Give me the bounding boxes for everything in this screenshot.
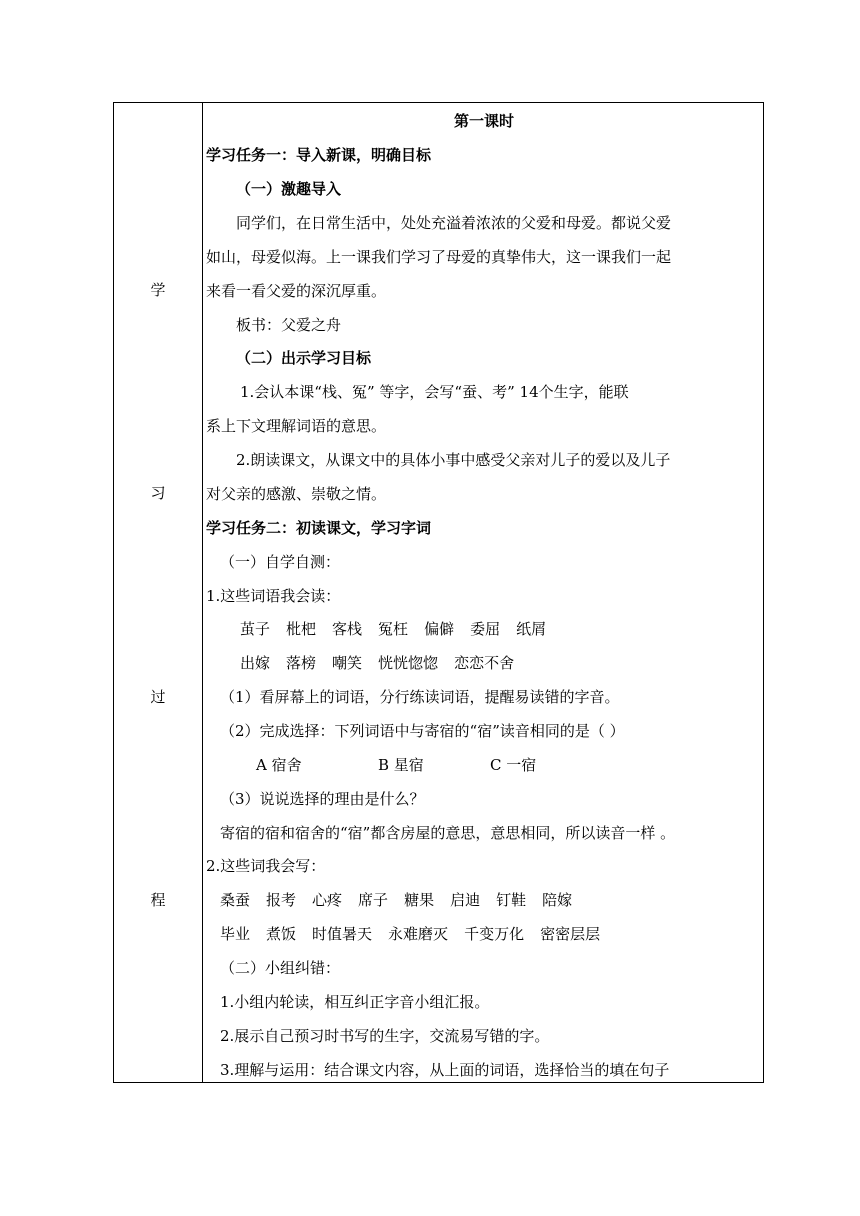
goal2-line-2: 对父亲的感激、崇敬之情。 <box>206 485 387 503</box>
option-c: C 一宿 <box>490 756 537 774</box>
goal1-line-2: 系上下文理解词语的意思。 <box>206 417 387 435</box>
intro-paragraph-line-3: 来看一看父爱的深沉厚重。 <box>206 282 387 300</box>
word: 偏僻 <box>424 620 455 638</box>
word: 茧子 <box>240 620 271 638</box>
word: 落榜 <box>286 654 317 672</box>
question-3: （3）说说选择的理由是什么？ <box>220 790 425 808</box>
question-1: （1）看屏幕上的词语，分行练读词语，提醒易读错的字音。 <box>220 688 620 706</box>
side-label-3: 过 <box>150 688 166 706</box>
task1-heading: 学习任务一：导入新课，明确目标 <box>206 146 432 164</box>
word: 毕业 <box>220 925 251 943</box>
lesson-title: 第一课时 <box>453 112 514 130</box>
read-words-row-2 <box>240 653 530 673</box>
word: 报考 <box>266 891 297 909</box>
word: 恋恋不舍 <box>454 654 515 672</box>
sub-heading-3: （一）自学自测： <box>220 553 341 571</box>
word: 席子 <box>358 891 389 909</box>
goal2-line-1: 2.朗读课文，从课文中的具体小事中感受父亲对儿子的爱以及儿子 <box>236 451 671 469</box>
write-words-row-1 <box>220 890 588 910</box>
word: 陪嫁 <box>542 891 573 909</box>
word: 客栈 <box>332 620 363 638</box>
sub-heading-1: （一）激趣导入 <box>236 180 342 198</box>
sub-heading-2: （二）出示学习目标 <box>236 349 372 367</box>
step-3: 3.理解与运用：结合课文内容，从上面的词语，选择恰当的填在句子 <box>220 1061 670 1079</box>
write-words-title: 2.这些词我会写： <box>206 857 326 875</box>
word: 煮饭 <box>266 925 297 943</box>
intro-paragraph-line-1: 同学们，在日常生活中，处处充溢着浓浓的父爱和母爱。都说父爱 <box>236 214 672 232</box>
word: 枇杷 <box>286 620 317 638</box>
word: 桑蚕 <box>220 891 251 909</box>
write-words-row-2 <box>220 924 616 944</box>
answer-text: 寄宿的宿和宿舍的“宿”都含房屋的意思，意思相同，所以读音一样 。 <box>220 824 676 842</box>
column-divider <box>202 102 203 1083</box>
word: 嘲笑 <box>332 654 363 672</box>
word: 糖果 <box>404 891 435 909</box>
board-note: 板书：父爱之舟 <box>236 316 342 334</box>
word: 永难磨灭 <box>388 925 449 943</box>
step-2: 2.展示自己预习时书写的生字，交流易写错的字。 <box>220 1027 550 1045</box>
lesson-table <box>113 102 764 1083</box>
option-b: B 星宿 <box>378 756 424 774</box>
word: 钉鞋 <box>496 891 527 909</box>
side-label-1: 学 <box>150 281 166 299</box>
word: 启迪 <box>450 891 481 909</box>
word: 心疼 <box>312 891 343 909</box>
step-1: 1.小组内轮读，相互纠正字音小组汇报。 <box>220 993 490 1011</box>
intro-paragraph-line-2: 如山，母爱似海。上一课我们学习了母爱的真挚伟大，这一课我们一起 <box>206 248 672 266</box>
word: 出嫁 <box>240 654 271 672</box>
read-words-row-1 <box>240 619 562 639</box>
side-label-2: 习 <box>150 484 166 502</box>
word: 冤枉 <box>378 620 409 638</box>
word: 密密层层 <box>540 925 601 943</box>
word: 恍恍惚惚 <box>378 654 439 672</box>
side-label-4: 程 <box>150 891 166 909</box>
word: 千变万化 <box>464 925 525 943</box>
task2-heading: 学习任务二：初读课文，学习字词 <box>206 519 432 537</box>
word: 委屈 <box>470 620 501 638</box>
word: 纸屑 <box>516 620 547 638</box>
goal1-line-1: 1.会认本课“栈、冤” 等字，会写“蚕、考” 14个生字，能联 <box>240 383 629 401</box>
option-a: A 宿舍 <box>256 756 302 774</box>
sub-heading-4: （二）小组纠错： <box>220 959 341 977</box>
read-words-title: 1.这些词语我会读： <box>206 587 341 605</box>
question-2: （2）完成选择：下列词语中与寄宿的“宿”读音相同的是（ ） <box>220 722 625 740</box>
word: 时值暑天 <box>312 925 373 943</box>
